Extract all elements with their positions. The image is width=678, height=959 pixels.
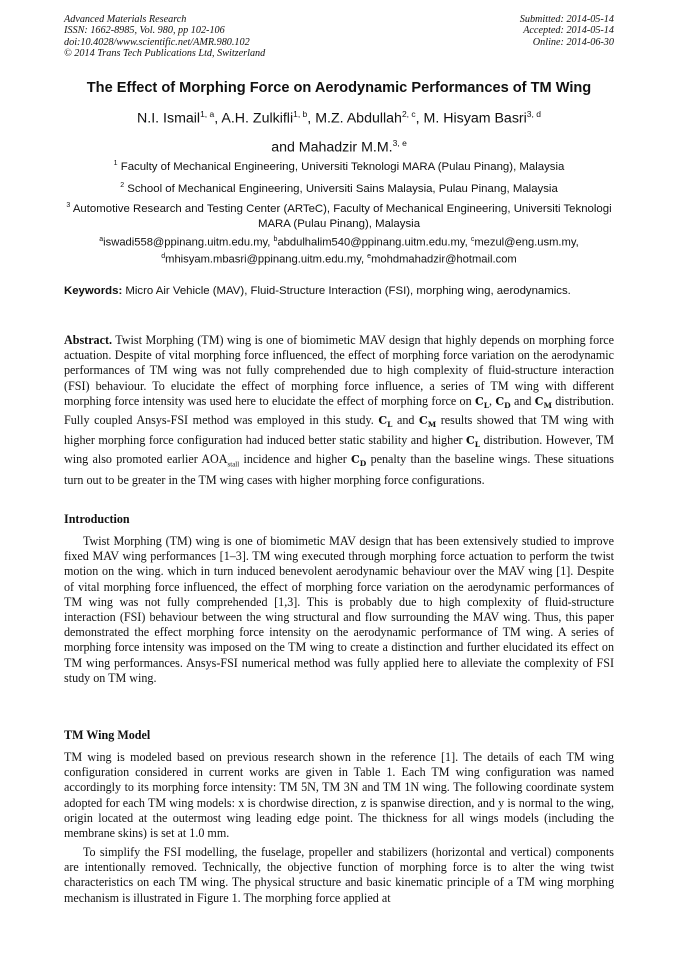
symbol-c: C — [466, 433, 475, 447]
affiliation-2 — [64, 178, 614, 197]
cd-symbol — [351, 452, 367, 469]
author-marker: 2, c — [401, 109, 416, 119]
symbol-c: C — [495, 394, 505, 408]
abstract-text: incidence and higher — [243, 451, 347, 466]
paper-title: The Effect of Morphing Force on Aerodynamic Performances of TM Wing — [86, 80, 592, 96]
journal-copyright: © 2014 Trans Tech Publications Ltd, Switzerland — [64, 48, 266, 60]
cd-symbol — [495, 395, 510, 408]
email-link[interactable]: mohdmahadzir@hotmail.com — [371, 253, 517, 266]
affiliation-text: Automotive Research and Testing Center (ARTeC), Faculty of Mechanical Engineering, Universiti Teknologi MARA (Pulau Pinang), Malaysia — [72, 202, 612, 230]
accepted-date: Accepted: 2014-05-14 — [523, 25, 614, 37]
introduction-paragraph: Twist Morphing (TM) wing is one of biomimetic MAV design that has been extensively studied to improve fixed MAV wing performances [1–3]. TM wing executed through morphing force actuation to perform the twist motion on the wing. which in turn induced benevolent aerodynamic behaviour over the MAV wing [1]. Despite of vital morphing force influenced, the effect of morphing force variation on the aerodynamic performances of TM wing was not fully comprehended [1,3]. This is probably due to high complexity of fluid-structure interaction (FSI) behaviour between the wing structural and flow surrounding the MAV wing. Thus, this paper demonstrated the effect morphing force intensity on the aerodynamic performance of TM wing. A series of morphing force intensity was imposed on the TM wing to create a distinction and further elucidated its effect on TM wing performances. Ansys-FSI numerical method was fully applied here to alleviate the complexity of FSI study on TM wing. — [64, 534, 614, 685]
symbol-sub: M — [543, 401, 552, 410]
keywords — [64, 284, 614, 299]
cl-symbol — [378, 414, 393, 430]
abstract — [64, 333, 614, 488]
tm-wing-model-heading: TM Wing Model — [64, 728, 151, 742]
affiliation-number: 2 — [120, 182, 125, 189]
symbol-c: C — [419, 414, 428, 428]
online-date: Online: 2014-06-30 — [532, 36, 614, 48]
author-list — [60, 102, 618, 159]
author: and Mahadzir M.M. — [271, 139, 393, 156]
email-marker: d — [161, 252, 166, 260]
cl-symbol — [466, 434, 480, 447]
email-marker: e — [367, 252, 372, 260]
keywords-text: Micro Air Vehicle (MAV), Fluid-Structure Interaction (FSI), morphing wing, aerodynamics. — [125, 285, 571, 297]
tm-wing-model-paragraph-2: To simplify the FSI modelling, the fuselage, propeller and stabilizers (horizontal and vertical) components are intentionally removed. Technically, the objective function of morphing force is to alter the wing twist characteristics on each TM wing. The physical structure and basic kinematic principle of a TM wing morphing mechanism is illustrated in Figure 1. The morphing force applied at — [64, 845, 614, 905]
author: N.I. Ismail — [137, 110, 201, 127]
email-list — [60, 233, 618, 266]
symbol-c: C — [378, 414, 388, 428]
abstract-text: distribution. However, TM wing also promoted earlier AOA — [64, 432, 614, 466]
affiliation-text: School of Mechanical Engineering, Universiti Sains Malaysia, Pulau Pinang, Malaysia — [127, 182, 558, 195]
email-link[interactable]: iswadi558@ppinang.uitm.edu.my, — [103, 236, 271, 249]
author-separator: , — [214, 110, 222, 127]
author: A.H. Zulkifli — [221, 110, 294, 127]
author-separator: , — [415, 110, 424, 127]
symbol-sub: L — [474, 439, 481, 449]
email-line-2 — [60, 250, 618, 267]
conjunction: and — [514, 393, 532, 408]
journal-issn: ISSN: 1662-8985, Vol. 980, pp 102-106 — [64, 25, 225, 37]
symbol-sub: L — [483, 401, 490, 410]
author-marker: 3, e — [392, 137, 407, 148]
stall-subscript: stall — [227, 460, 240, 469]
author-line-1 — [60, 102, 618, 131]
symbol-c: C — [351, 452, 360, 466]
abstract-text: penalty than the baseline wings. These situations turn out to be greater in the TM wing cases with higher morphing force configurations. — [64, 451, 614, 487]
submitted-date: Submitted: 2014-05-14 — [519, 14, 614, 25]
author-marker: 1, a — [200, 109, 215, 119]
introduction-heading: Introduction — [64, 512, 130, 526]
cm-symbol — [535, 395, 552, 408]
symbol-sub: M — [427, 420, 437, 430]
journal-header — [64, 14, 265, 60]
email-link[interactable]: mezul@eng.usm.my, — [474, 236, 579, 249]
affiliation-number: 3 — [66, 202, 71, 209]
author: M. Hisyam Basri — [423, 110, 527, 127]
author-marker: 1, b — [293, 109, 308, 119]
abstract-text: results showed that TM wing with higher morphing force configuration had induced better static stability and higher — [64, 413, 614, 447]
email-marker: b — [273, 236, 278, 243]
affiliation-1 — [64, 156, 614, 175]
email-link[interactable]: abdulhalim540@ppinang.uitm.edu.my, — [277, 236, 468, 249]
email-marker: a — [99, 236, 104, 243]
cm-symbol — [419, 414, 437, 430]
conjunction: and — [396, 413, 415, 428]
symbol-sub: D — [359, 459, 367, 469]
tm-wing-model-paragraph-1: TM wing is modeled based on previous research shown in the reference [1]. The details of each TM wing configuration considered in current works are given in Table 1. Each TM wing configuration was named accordingly to its morphing force intensity: TM 5N, TM 3N and TM 1N wing. The following coordinate system adopted for each TM wing models: x is chordwise direction, z is spanwise direction, and y is normal to the wing, origin located at the outermost wing leading edge point. The thickness for all wings models (including the membrane skins) is set at 1.0 mm. — [64, 750, 614, 841]
cl-symbol — [475, 395, 489, 408]
keywords-label: Keywords: — [64, 285, 123, 297]
affiliation-3 — [64, 198, 614, 232]
journal-name: Advanced Materials Research — [64, 14, 187, 25]
symbol-sub: D — [504, 401, 511, 410]
author-marker: 3, d — [526, 109, 541, 119]
author: M.Z. Abdullah — [315, 110, 402, 127]
abstract-text: distribution. Fully coupled Ansys-FSI method was employed in this study. — [64, 393, 614, 428]
abstract-label: Abstract. — [64, 333, 113, 347]
email-marker: c — [470, 236, 475, 243]
author-separator: , — [307, 110, 316, 127]
journal-doi: doi:10.4028/www.scientific.net/AMR.980.102 — [64, 36, 250, 48]
affiliation-text: Faculty of Mechanical Engineering, Universiti Teknologi MARA (Pulau Pinang), Malaysia — [120, 160, 565, 173]
symbol-c: C — [474, 394, 484, 408]
email-line-1 — [60, 233, 618, 250]
abstract-text: Twist Morphing (TM) wing is one of biomimetic MAV design that highly depends on morphing force actuation. Despite of vital morphing force influenced, the effect of morphing force variation on the aerodynamic performances of TM wing was not fully comprehended due to high complexity of fluid-structure interaction (FSI) behaviour. To elucidate the effect of morphing force influence, a series of TM wing with different morphing force intensity was used here to elucidate the effect of morphing force on — [64, 333, 614, 408]
dates-header — [520, 14, 614, 48]
affiliation-number: 1 — [113, 160, 118, 167]
comma: , — [489, 393, 493, 408]
symbol-sub: L — [387, 420, 393, 430]
email-link[interactable]: mhisyam.mbasri@ppinang.uitm.edu.my, — [165, 253, 365, 266]
symbol-c: C — [534, 394, 544, 408]
